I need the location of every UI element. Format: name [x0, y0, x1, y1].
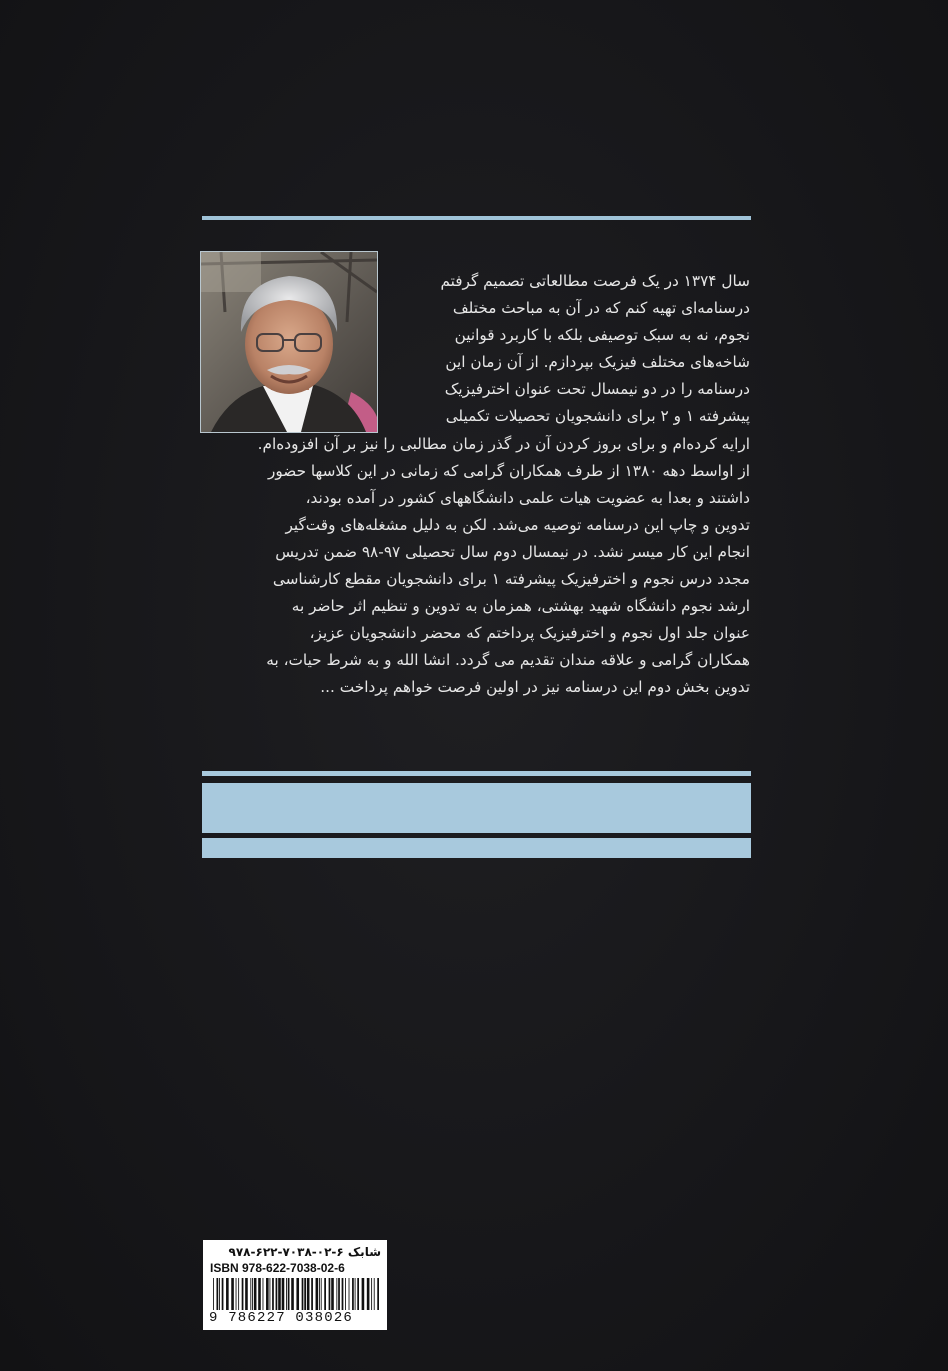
text-line: همکاران گرامی و علاقه مندان تقدیم می گردد. انشا الله و به شرط حیات، به [266, 651, 750, 670]
isbn-english: ISBN 978-622-7038-02-6 [210, 1261, 345, 1275]
isbn-persian: شابک ۶-۰۲-۷۰۳۸-۶۲۲-۹۷۸ [228, 1245, 381, 1259]
text-line: ارشد نجوم دانشگاه شهید بهشتی، همزمان به تدوین و تنظیم اثر حاضر به [291, 597, 750, 616]
top-rule [202, 216, 751, 220]
accent-band-lower [202, 838, 751, 858]
text-line: انجام این کار میسر نشد. در نیمسال دوم سال تحصیلی ۹۷-۹۸ ضمن تدریس [275, 542, 750, 561]
text-line: درسنامه‌ای تهیه کنم که در آن به مباحث مختلف [452, 299, 750, 318]
text-line: پیشرفته ۱ و ۲ برای دانشجویان تحصیلات تکمیلی [445, 407, 750, 426]
isbn-barcode-digits: 9 786227 038026 [209, 1310, 354, 1326]
description-paragraph [200, 268, 750, 702]
text-line: عنوان جلد اول نجوم و اخترفیزیک پرداختم که محضر دانشجویان عزیز، [309, 624, 750, 643]
text-line: داشتند و بعدا به عضویت هیات علمی دانشگاههای کشور در آمده بودند، [305, 488, 750, 507]
isbn-label [203, 1240, 387, 1330]
text-line: نجوم، نه به سبک توصیفی بلکه با کاربرد قوانین [454, 326, 750, 345]
text-line: تدوین و چاپ این درسنامه توصیه می‌شد. لکن به دلیل مشغله‌های وقت‌گیر [285, 515, 750, 534]
text-line: مجدد درس نجوم و اخترفیزیک پیشرفته ۱ برای دانشجویان مقطع کارشناسی [272, 570, 750, 589]
text-line: شاخه‌های مختلف فیزیک بپردازم. از آن زمان این [445, 353, 750, 372]
barcode-icon [213, 1278, 379, 1312]
text-line: درسنامه را در دو نیمسال تحت عنوان اخترفیزیک [444, 380, 750, 399]
text-line: از اواسط دهه ۱۳۸۰ از طرف همکاران گرامی که زمانی در این کلاسها حضور [268, 461, 750, 480]
accent-band-main [202, 783, 751, 833]
text-line: سال ۱۳۷۴ در یک فرصت مطالعاتی تصمیم گرفتم [440, 272, 750, 290]
text-line: ارایه کرده‌ام و برای بروز کردن آن در گذر زمان مطالبی را نیز بر آن افزوده‌ام. [257, 434, 750, 453]
text-line: تدوین بخش دوم این درسنامه نیز در اولین فرصت خواهم پرداخت ... [320, 678, 750, 697]
accent-band-thin [202, 771, 751, 776]
